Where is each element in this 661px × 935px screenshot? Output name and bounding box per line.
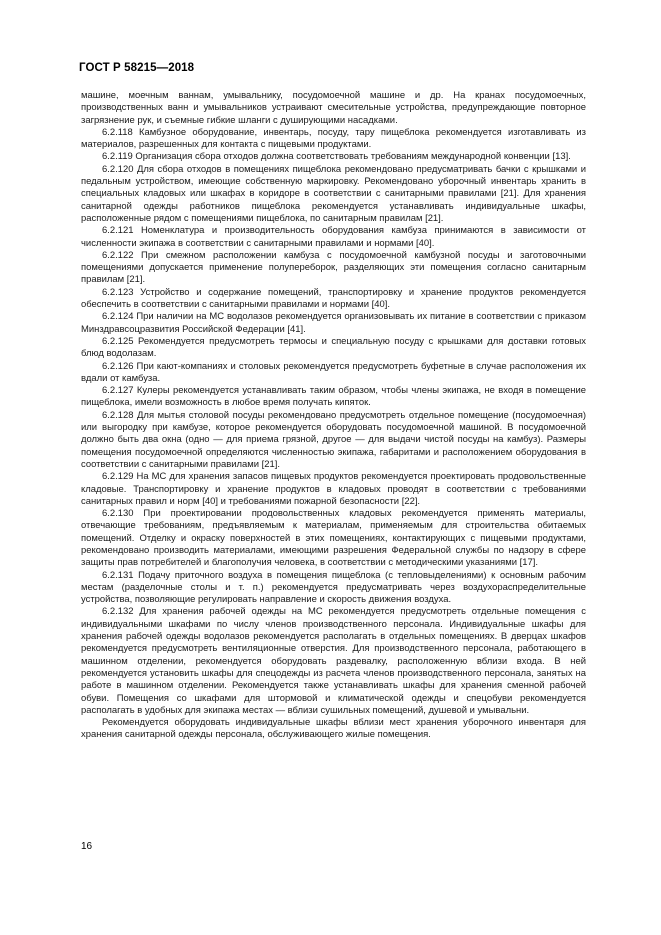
paragraph-6-2-128: 6.2.128 Для мытья столовой посуды рекомендовано предусмотреть отдельное помещение (посудомоечная) или выгородку при камбузе, которое рекомендуется оборудовать посудомоечной машиной. В посудомоечной должно быть два окна (одно — для приема грязной, другое — для выдачи чистой посуды на камбуз). Размеры помещения посудомоечной определяются численностью экипажа, габаритами и расположением оборудования в соответствии с санитарными правилами [21]. <box>81 409 586 470</box>
standard-header: ГОСТ Р 58215—2018 <box>79 62 195 74</box>
paragraph-6-2-119: 6.2.119 Организация сбора отходов должна соответствовать требованиям международной конвенции [13]. <box>102 151 571 163</box>
paragraph-6-2-125: 6.2.125 Рекомендуется предусмотреть термосы и специальную посуду с крышками для доставки готовых блюд водолазам. <box>81 335 586 360</box>
paragraph-6-2-132: 6.2.132 Для хранения рабочей одежды на МС рекомендуется предусмотреть отдельные помещения с индивидуальными шкафами по числу членов производственного персонала. Индивидуальные шкафы для хранения рабочей одежды водолазов рекомендуется располагать в отдельных помещениях. В дверцах шкафов рекомендуется предусмотреть вентиляционные отверстия. Для производственного персонала, работающего в машинном отделении, рекомендуется оборудовать раздевалку, расположенную вблизи входа. В ней рекомендуется установить шкафы для спецодежды из расчета членов производственного персонала, занятых на работе в машинном отделении. Рекомендуется также устанавливать шкафы для хранения сменной рабочей обуви. Помещения со шкафами для штормовой и климатической одежды и спецобуви рекомендуется располагать в удобных для экипажа местах — вблизи сушильных помещений, душевой и умывальни. <box>81 606 586 716</box>
body-text <box>81 90 586 742</box>
paragraph-6-2-129: 6.2.129 На МС для хранения запасов пищевых продуктов рекомендуется проектировать продовольственные кладовые. Транспортировку и хранение продуктов в кладовых проводят в соответствии с требованиями санитарных правил и норм [40] и требованиями пожарной безопасности [22]. <box>81 471 586 507</box>
paragraph-6-2-121: 6.2.121 Номенклатура и производительность оборудования камбуза принимаются в зависимости от численности экипажа в соответствии с санитарными правилами и нормами [40]. <box>81 225 586 249</box>
paragraph-continuation: машине, моечным ваннам, умывальнику, посудомоечной машине и др. На кранах посудомоечных, производственных ванн и умывальников устраивают смесительные устройства, предупреждающие повторное загрязнение рук, и съемные гибкие шланги с душирующими насадками. <box>81 90 586 126</box>
paragraph-6-2-130: 6.2.130 При проектировании продовольственных кладовых рекомендуется применять материалы, отвечающие требованиям, предъявляемым к материалам, применяемым для строительства обитаемых помещений. Отделку и окраску поверхностей в этих помещениях, контактирующих с пищевыми продуктами, рекомендовано производить материалами, имеющими разрешения Федеральной службы по надзору в сфере защиты прав потребителей и благополучия человека, в соответствии с методическими указаниями [17]. <box>81 508 586 569</box>
paragraph-final: Рекомендуется оборудовать индивидуальные шкафы вблизи мест хранения уборочного инвентаря для хранения санитарной одежды персонала, обслуживающего жилые помещения. <box>81 717 586 741</box>
paragraph-6-2-120: 6.2.120 Для сбора отходов в помещениях пищеблока рекомендовано предусматривать бачки с крышками и педальным устройством, имеющие собственную маркировку. Рекомендовано уборочный инвентарь хранить в специальных кладовых или шкафах в коридоре в соответствии с санитарными правилами [21]. Для хранения санитарной одежды работников пищеблока рекомендуется устанавливать индивидуальные шкафы, расположенные рядом с помещениями пищеблока, по санитарным правилам [21]. <box>81 163 586 224</box>
paragraph-6-2-118: 6.2.118 Камбузное оборудование, инвентарь, посуду, тару пищеблока рекомендуется изготавливать из материалов, разрешенных для контакта с пищевыми продуктами. <box>81 126 586 151</box>
paragraph-6-2-124: 6.2.124 При наличии на МС водолазов рекомендуется организовывать их питание в соответствии с приказом Минздравсоцразвития Российской Федерации [41]. <box>81 311 586 335</box>
paragraph-6-2-127: 6.2.127 Кулеры рекомендуется устанавливать таким образом, чтобы члены экипажа, не входя в помещение пищеблока, имели возможность в любое время получать кипяток. <box>81 385 586 409</box>
paragraph-6-2-122: 6.2.122 При смежном расположении камбуза с посудомоечной камбузной посуды и заготовочными помещениями допускается применение полупереборок, разделяющих эти помещения согласно санитарным правилам [21]. <box>81 249 586 286</box>
paragraph-6-2-123: 6.2.123 Устройство и содержание помещений, транспортировку и хранение продуктов рекомендуется обеспечить в соответствии с санитарными правилами и нормами [40]. <box>81 286 586 311</box>
page-number: 16 <box>81 841 93 852</box>
paragraph-6-2-126: 6.2.126 При кают-компаниях и столовых рекомендуется предусмотреть буфетные в случае расположения их вдали от камбуза. <box>81 360 586 384</box>
paragraph-6-2-131: 6.2.131 Подачу приточного воздуха в помещения пищеблока (с тепловыделениями) к основным рабочим местам (разделочные столы и т. п.) рекомендуется предусматривать через воздухораспределительные устройства, позволяющие регулировать направление и скорость движения воздуха. <box>81 569 586 606</box>
